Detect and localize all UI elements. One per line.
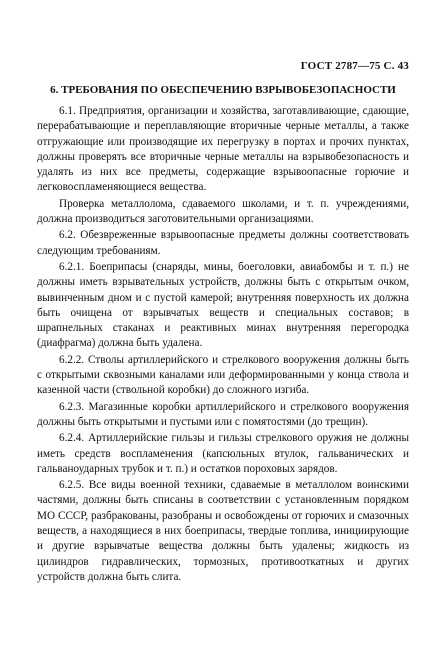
page-header-standard: ГОСТ 2787—75 С. 43	[300, 60, 409, 72]
section-title: 6. ТРЕБОВАНИЯ ПО ОБЕСПЕЧЕНИЮ ВЗРЫВОБЕЗОПАСНОСТИ	[50, 84, 396, 96]
paragraph-6-2-2: 6.2.2. Стволы артиллерийского и стрелкового вооружения должны быть с открытыми сквозными каналами или деформированными у конца ствола и казенной части (ствольной коробки) до сложного изгиба.	[37, 353, 409, 397]
paragraph-6-2: 6.2. Обезвреженные взрывоопасные предметы должны соответствовать следующим требованиям.	[37, 229, 409, 257]
paragraph-6-1: 6.1. Предприятия, организации и хозяйства, заготавливающие, сдающие, перерабатывающие и переплавляющие вторичные черные металлы, а также отгружающие или производящие их перегрузку в портах и прочих пунктах, должны проверять все вторичные черные металлы на взрывобезопасность и удалять из них все предметы, содержащие взрывоопасные горючие и легковоспламеняющиеся вещества.	[37, 105, 409, 194]
paragraph-6-2-5: 6.2.5. Все виды военной техники, сдаваемые в металлолом воинскими частями, должны быть списаны в соответствии с установленным порядком МО СССР, разбракованы, разобраны и освобождены от горючих и смазочных веществ, а находящиеся в них боеприпасы, твердые топлива, инициирующие и другие взрывчатые вещества должны быть удалены; жидкость из цилиндров гидравлических, тормозных, противооткатных и других устройств должна быть слита.	[37, 479, 409, 583]
section-body	[37, 104, 409, 585]
paragraph-6-2-1: 6.2.1. Боеприпасы (снаряды, мины, боеголовки, авиабомбы и т. п.) не должны иметь взрывательных устройств, должны быть с открытым очком, вывинченным дном и с пустой камерой; внутренняя поверхность их должна быть очищена от взрывчатых веществ и специальных составов; в шрапнельных стаканах и реактивных минах внутренняя перегородка (диафрагма) должна быть удалена.	[37, 260, 409, 350]
paragraph-6-2-4: 6.2.4. Артиллерийские гильзы и гильзы стрелкового оружия не должны иметь средств воспламенения (капсюльных втулок, гальванических и гальваноударных трубок и т. п.) и остатков пороховых зарядов.	[37, 432, 409, 475]
paragraph-scrap-check: Проверка металлолома, сдаваемого школами, и т. п. учреждениями, должна производиться заготовительными организациями.	[37, 197, 409, 226]
paragraph-6-2-3: 6.2.3. Магазинные коробки артиллерийского и стрелкового вооружения должны быть открытыми и пустыми или с помятостями (до трещин).	[37, 400, 409, 428]
